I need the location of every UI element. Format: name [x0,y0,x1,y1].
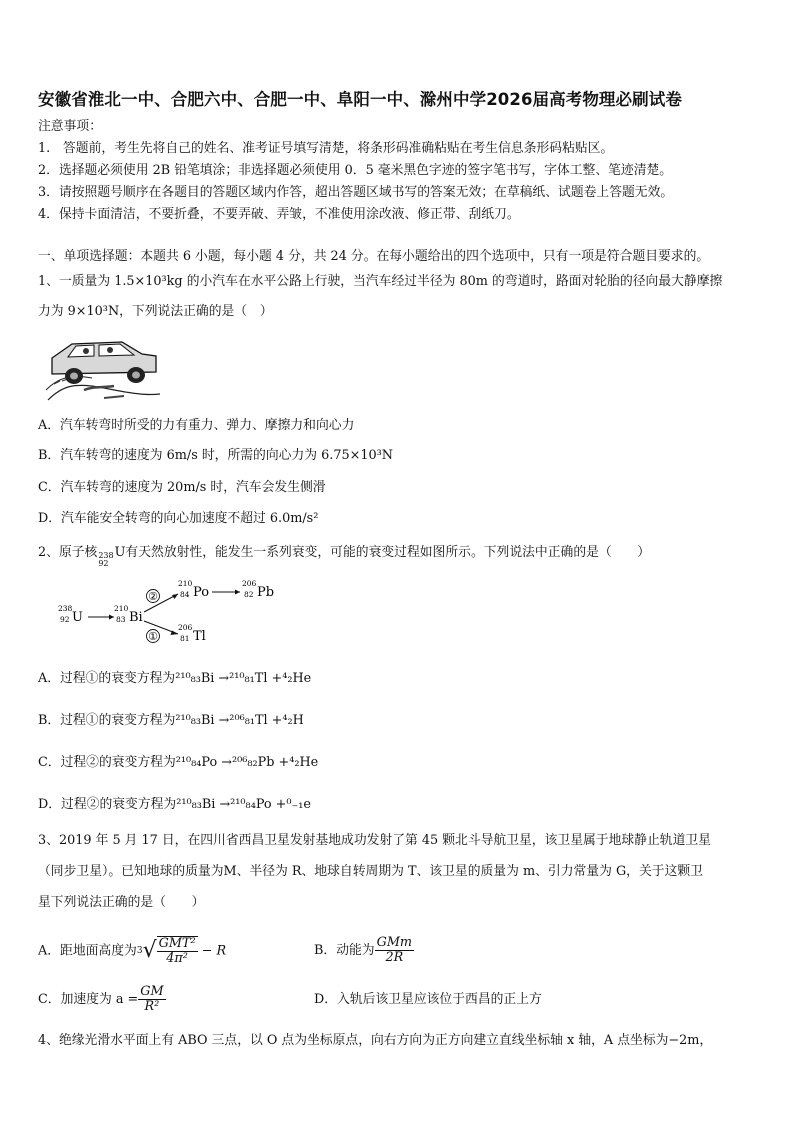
q2-option-c [38,754,318,772]
q3-option-a-label: A．距地面高度为 [38,943,137,959]
q3-option-a-tail: − R [201,943,227,959]
q3-option-d: D．入轨后该卫星应该位于西昌的正上方 [314,992,542,1007]
decay-diagram [52,578,292,648]
q3-option-a-denominator: 4π² [166,951,188,966]
arrowhead-po-pb [235,590,240,595]
u-charge: 92 [60,615,70,624]
pb-symbol: Pb [257,585,275,600]
q1-option-d: D．汽车能安全转弯的向心加速度不超过 6.0m/s² [38,511,319,526]
u-mass: 238 [58,604,73,613]
q3-option-c-numerator: GM [140,984,164,999]
q2-option-c-equation: ²¹⁰₈₄Po →²⁰⁶₈₂Pb +⁴₂He [175,755,319,770]
q2-option-b [38,712,304,730]
q1-stem-line1: 1、一质量为 1.5×10³kg 的小汽车在水平公路上行驶，当汽车经过半径为 80m 的弯道时，路面对轮胎的径向最大静摩擦 [38,274,723,289]
bi-charge: 83 [116,615,126,624]
q2-option-a-equation: ²¹⁰₈₃Bi →²¹⁰₈₁Tl +⁴₂He [175,671,312,686]
car-turning-illustration [44,326,162,406]
path-1-label: ① [148,630,158,643]
q3-option-c-label: C．加速度为 a = [38,992,139,1007]
q2-stem [38,545,650,568]
q2-option-d-label: D．过程②的衰变方程为 [38,797,177,812]
pb-charge: 82 [244,590,254,599]
tl-charge: 81 [180,634,190,643]
notice-heading: 注意事项： [38,119,102,134]
q4-stem-line1: 4、绝缘光滑水平面上有 ABO 三点，以 O 点为坐标原点，向右方向为正方向建立直线坐标轴 x 轴，A 点坐标为−2m， [38,1033,713,1048]
q3-option-b-label: B．动能为 [314,943,375,958]
tl-symbol: Tl [193,629,206,644]
q1-option-b: B．汽车转弯的速度为 6m/s 时，所需的向心力为 6.75×10³N [38,448,393,463]
q2-stem-charge: 92 [98,559,109,568]
q2-option-b-label: B．过程①的衰变方程为 [38,713,176,728]
q1-option-c: C．汽车转弯的速度为 20m/s 时，汽车会发生侧滑 [38,480,326,495]
q3-option-b-numerator: GMm [376,935,413,950]
q2-stem-post: 有天然放射性，能发生一系列衰变，可能的衰变过程如图所示。下列说法中正确的是（ ） [125,545,651,560]
q3-stem-line2: （同步卫星）。已知地球的质量为M、半径为 R、地球自转周期为 T、该卫星的质量为 m、引力常量为 G，关于这颗卫 [38,864,703,879]
q2-option-d [38,796,311,814]
q1-option-a: A．汽车转弯时所受的力有重力、弹力、摩擦力和向心力 [38,418,355,433]
q1-stem-line2: 力为 9×10³N，下列说法正确的是（ ） [38,304,273,319]
q2-option-a-label: A．过程①的衰变方程为 [38,671,176,686]
q2-stem-element: U [114,545,126,560]
notice-item-1: 1. 答题前，考生先将自己的姓名、准考证号填写清楚，将条形码准确粘贴在考生信息条形码粘贴区。 [38,141,614,156]
bi-mass: 210 [114,604,129,613]
path-2-label: ② [148,590,158,603]
q3-option-b-denominator: 2R [385,950,404,965]
q3-stem-line3: 星下列说法正确的是（ ） [38,895,205,910]
notice-item-2: 2．选择题必须使用 2B 铅笔填涂；非选择题必须使用 0．5 毫米黑色字迹的签字笔书写，字体工整、笔迹清楚。 [38,163,673,178]
page-title: 安徽省淮北一中、合肥六中、合肥一中、阜阳一中、滁州中学2026届高考物理必刷试卷 [38,90,682,109]
q3-stem-line1: 3、2019 年 5 月 17 日，在四川省西昌卫星发射基地成功发射了第 45 颗北斗导航卫星，该卫星属于地球静止轨道卫星 [38,833,711,848]
notice-item-4: 4．保持卡面清洁，不要折叠，不要弄破、弄皱，不准使用涂改液、修正带、刮纸刀。 [38,207,520,222]
arrowhead-u-bi [109,615,114,620]
notice-item-3: 3．请按照题号顺序在各题目的答题区域内作答，超出答题区域书写的答案无效；在草稿纸、试题卷上答题无效。 [38,185,674,200]
section-heading: 一、单项选择题：本题共 6 小题，每小题 4 分，共 24 分。在每小题给出的四个选项中，只有一项是符合题目要求的。 [38,249,710,264]
q2-stem-pre: 2、原子核 [38,545,98,560]
po-symbol: Po [193,585,210,600]
q2-stem-mass: 238 [98,551,114,560]
u-symbol: U [72,610,83,625]
tl-mass: 206 [178,623,193,632]
q3-option-b [314,933,414,969]
po-charge: 84 [180,590,190,599]
q2-option-a [38,670,311,688]
bi-symbol: Bi [129,610,143,625]
q3-option-c-denominator: R² [144,999,160,1014]
pb-mass: 206 [242,579,257,588]
q3-option-c [38,982,166,1018]
q3-option-a-numerator: GMT² [158,936,196,951]
q2-option-d-equation: ²¹⁰₈₃Bi →²¹⁰₈₄Po +⁰₋₁e [176,797,311,812]
po-mass: 210 [178,579,193,588]
q2-option-b-equation: ²¹⁰₈₃Bi →²⁰⁶₈₁Tl +⁴₂H [175,713,304,728]
q2-option-c-label: C．过程②的衰变方程为 [38,755,176,770]
q3-option-a: A．距地面高度为$^3$√ $\frac{\text{GMT²}}{\text{4π²}}$ − R [38,936,227,966]
